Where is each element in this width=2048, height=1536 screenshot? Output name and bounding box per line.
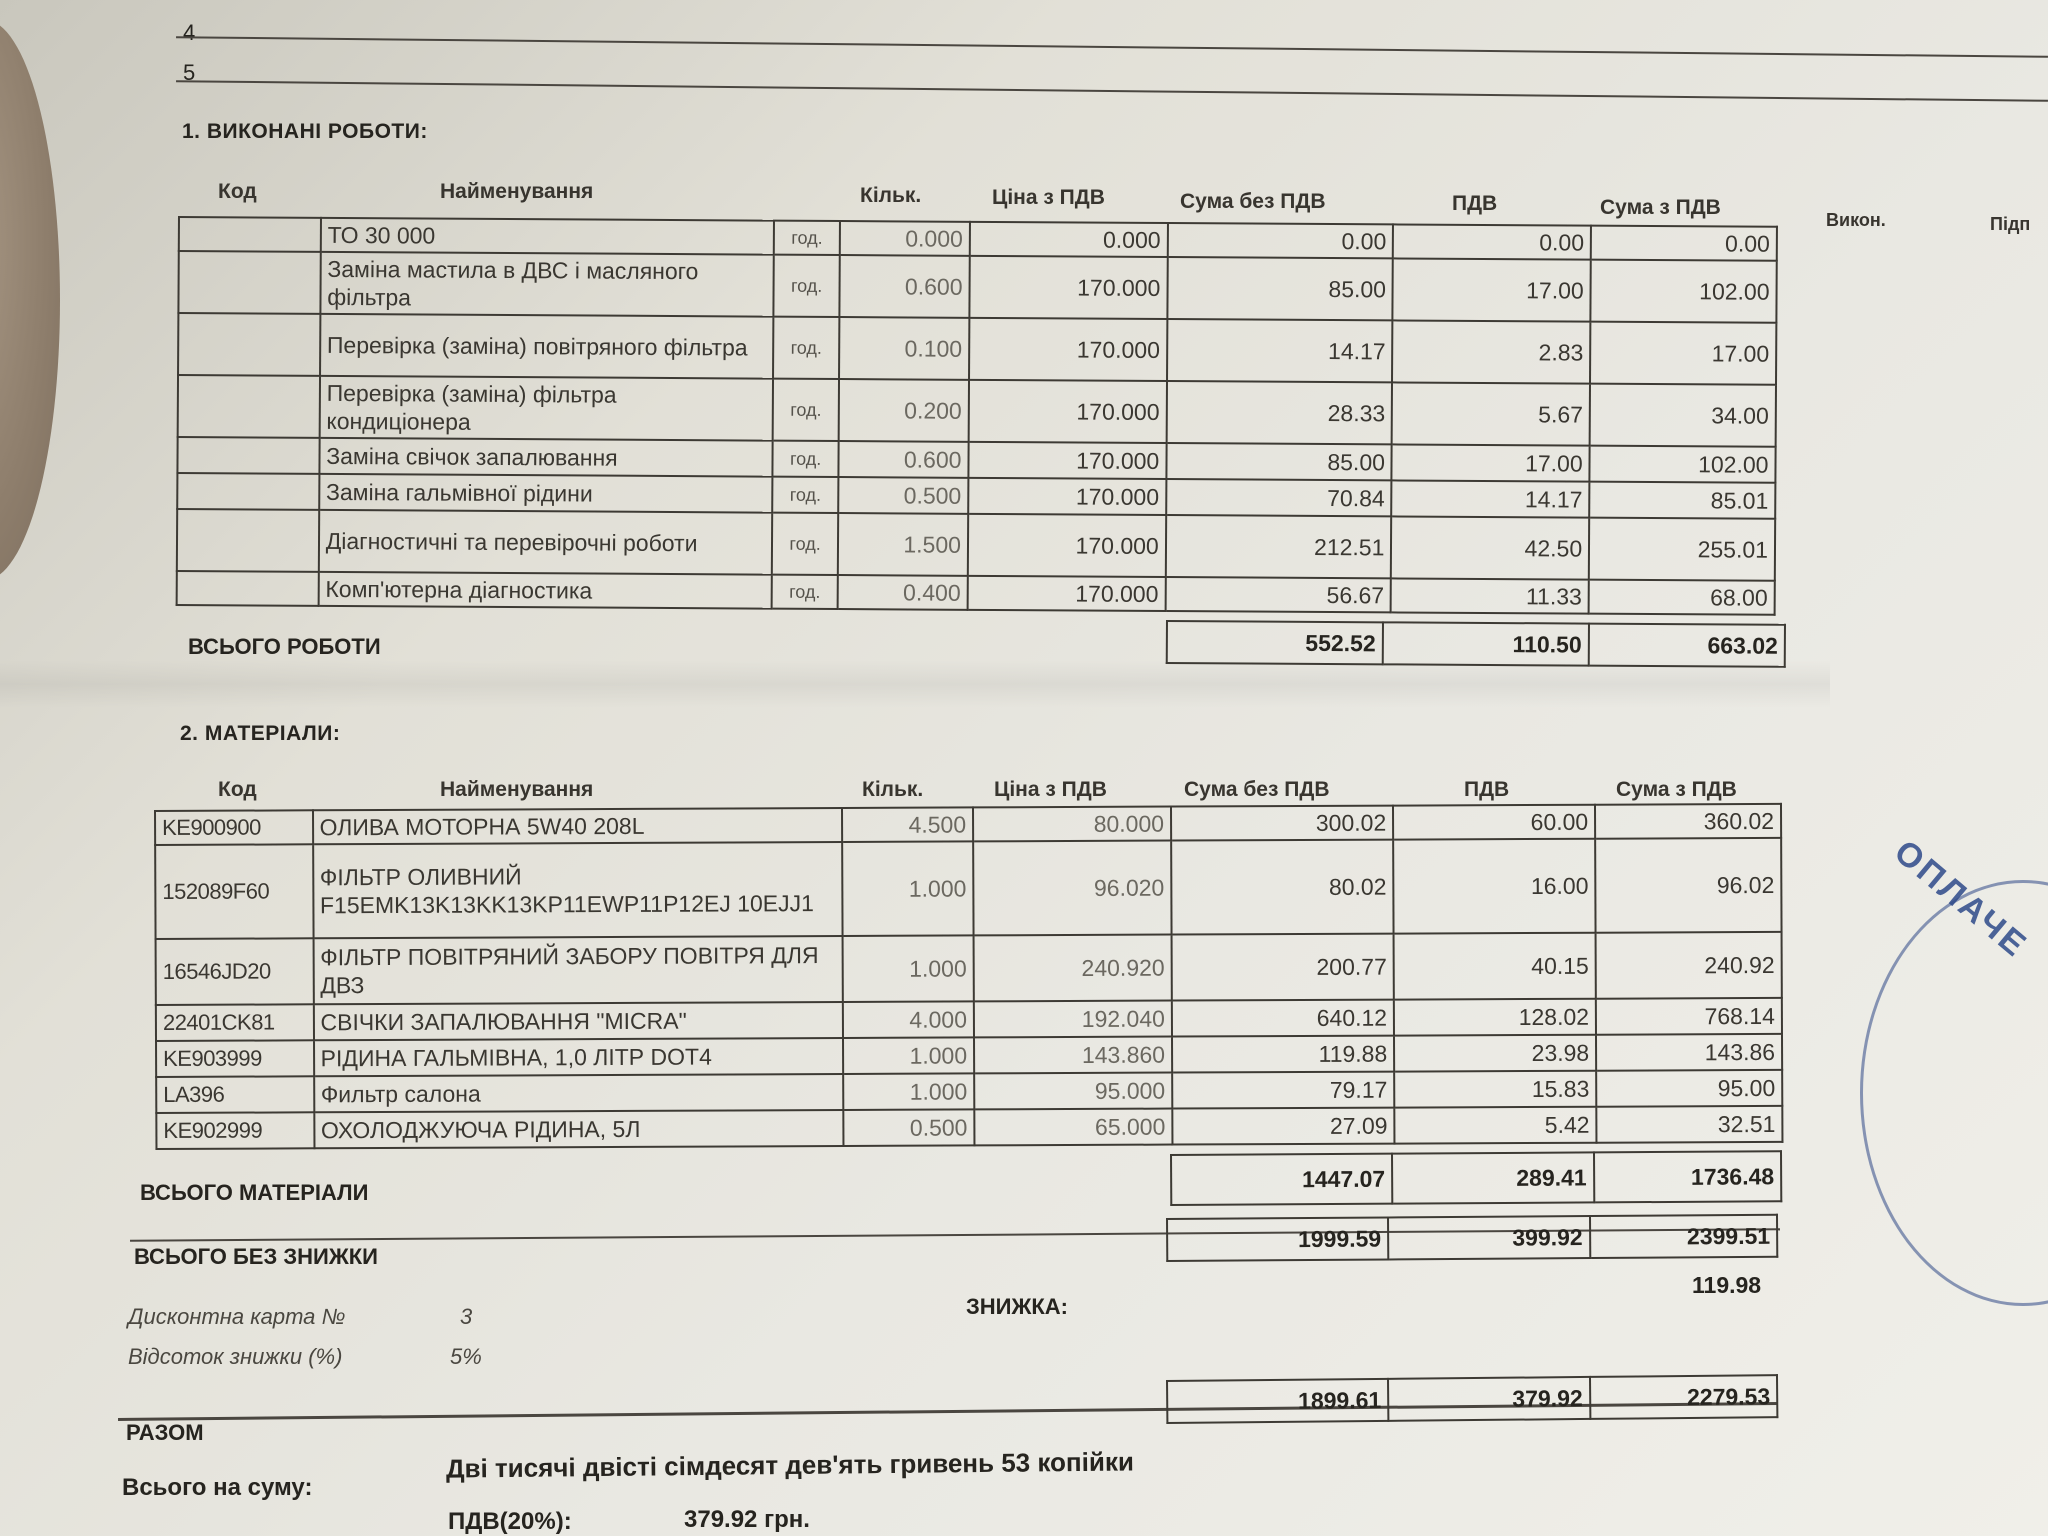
- row-unit: год.: [773, 379, 839, 441]
- materials-header-qty: Кільк.: [862, 778, 924, 801]
- row-unit: год.: [772, 513, 838, 575]
- discount-card-label: Дисконтна карта №: [128, 1304, 346, 1329]
- row-qty: 1.000: [842, 935, 974, 1002]
- materials-total-sum: 1447.07: [1171, 1154, 1392, 1205]
- row-name: ТО 30 000: [321, 218, 775, 255]
- row-qty: 0.200: [839, 379, 969, 442]
- row-code: [178, 375, 320, 438]
- materials-total-label: ВСЬОГО МАТЕРІАЛИ: [140, 1180, 369, 1205]
- row-name: Комп'ютерна діагностика: [318, 572, 772, 609]
- row-code: KE903999: [156, 1040, 314, 1077]
- row-sum-vat: 360.02: [1595, 804, 1781, 839]
- materials-header-price: Ціна з ПДВ: [994, 778, 1107, 801]
- row-qty: 0.500: [843, 1109, 974, 1146]
- row-qty: 0.600: [839, 255, 969, 318]
- row-code: [178, 313, 320, 376]
- row-price: 95.000: [974, 1073, 1172, 1110]
- row-sum-no-vat: 85.00: [1166, 443, 1392, 480]
- row-vat: 16.00: [1393, 839, 1595, 934]
- row-sum-no-vat: 70.84: [1166, 479, 1392, 516]
- no-discount-label: ВСЬОГО БЕЗ ЗНИЖКИ: [134, 1244, 378, 1269]
- materials-header-vat: ПДВ: [1464, 778, 1510, 801]
- row-qty: 0.600: [838, 441, 968, 478]
- table-row: [156, 932, 1782, 1005]
- grand-sum-vat: 2279.53: [1590, 1375, 1778, 1419]
- row-code: [177, 571, 319, 606]
- materials-total-sum-vat: 1736.48: [1594, 1151, 1782, 1202]
- discount-percent-value: 5%: [450, 1344, 482, 1369]
- row-sum-vat: 102.00: [1590, 446, 1776, 483]
- works-total-sum: 552.52: [1167, 621, 1383, 664]
- row-sum-no-vat: 640.12: [1172, 1000, 1394, 1037]
- works-header-exec: Викон.: [1826, 210, 1886, 230]
- row-code: [177, 437, 319, 474]
- row-sum-vat: 68.00: [1589, 580, 1775, 615]
- row-sum-no-vat: 27.09: [1172, 1108, 1394, 1145]
- amount-in-words: Дві тисячі двісті сімдесят дев'ять гривень 53 копійки: [445, 1446, 1135, 1484]
- row-sum-vat: 85.01: [1589, 482, 1775, 519]
- row-name: Заміна гальмівної рідини: [319, 474, 773, 513]
- row-price: 192.040: [974, 1001, 1172, 1038]
- no-discount-sum: 1999.59: [1167, 1217, 1388, 1261]
- materials-header-sum-vat: Сума з ПДВ: [1616, 778, 1737, 801]
- row-price: 65.000: [974, 1109, 1172, 1146]
- row-qty: 4.000: [843, 1001, 974, 1038]
- row-price: 0.000: [970, 222, 1168, 257]
- row-code: [178, 251, 320, 314]
- row-name: Фильтр салона: [314, 1074, 843, 1112]
- row-sum-no-vat: 14.17: [1167, 319, 1393, 382]
- row-qty: 0.500: [838, 477, 968, 514]
- row-vat: 42.50: [1391, 516, 1589, 579]
- row-name: Перевірка (заміна) фільтра кондиціонера: [319, 376, 773, 441]
- row-sum-no-vat: 56.67: [1165, 577, 1391, 612]
- row-vat: 2.83: [1392, 320, 1590, 383]
- row-vat: 14.17: [1392, 480, 1590, 517]
- table-row: [178, 375, 1776, 447]
- row-sum-vat: 102.00: [1591, 260, 1777, 323]
- table-row: [156, 1106, 1782, 1149]
- no-discount-sum-vat: 2399.51: [1590, 1215, 1778, 1258]
- row-vat: 15.83: [1394, 1071, 1596, 1108]
- materials-section-title: 2. МАТЕРІАЛИ:: [180, 722, 341, 745]
- grand-sum: 1899.61: [1167, 1379, 1388, 1423]
- no-discount-totals: [1166, 1214, 1778, 1262]
- table-row: [155, 838, 1781, 939]
- materials-table: [154, 803, 1783, 1150]
- row-sum-no-vat: 212.51: [1166, 515, 1392, 578]
- row-price: 170.000: [969, 318, 1167, 381]
- row-vat: 5.67: [1392, 382, 1590, 445]
- divider-line: [176, 36, 2048, 58]
- works-header-price: Ціна з ПДВ: [992, 186, 1105, 209]
- row-code: KE900900: [155, 810, 313, 845]
- materials-total-vat: 289.41: [1392, 1152, 1594, 1203]
- row-name: СВІЧКИ ЗАПАЛЮВАННЯ "MICRA": [313, 1002, 842, 1040]
- row-name: Заміна свічок запалювання: [319, 438, 773, 477]
- row-qty: 1.500: [838, 513, 968, 576]
- row-price: 96.020: [973, 841, 1171, 936]
- line-number-4: 4: [183, 20, 196, 45]
- row-name: ОХОЛОДЖУЮЧА РІДИНА, 5Л: [314, 1110, 843, 1148]
- row-name: ФІЛЬТР ПОВІТРЯНИЙ ЗАБОРУ ПОВІТРЯ ДЛЯ ДВЗ: [313, 936, 842, 1004]
- row-price: 170.000: [969, 256, 1167, 319]
- row-unit: год.: [772, 477, 838, 513]
- row-name: РІДИНА ГАЛЬМІВНА, 1,0 ЛІТР DOT4: [314, 1038, 843, 1076]
- row-unit: год.: [773, 441, 839, 477]
- row-qty: 0.000: [840, 221, 970, 256]
- row-code: 16546JD20: [156, 938, 314, 1005]
- row-qty: 0.100: [839, 317, 969, 380]
- row-price: 80.000: [973, 807, 1171, 842]
- works-totals: [1166, 620, 1786, 668]
- row-code: 22401CK81: [156, 1004, 314, 1041]
- materials-header-sum-no-vat: Сума без ПДВ: [1184, 778, 1330, 801]
- row-name: Заміна мастила в ДВС і масляного фільтра: [320, 252, 774, 317]
- row-sum-no-vat: 80.02: [1171, 840, 1394, 935]
- row-sum-no-vat: 0.00: [1168, 223, 1394, 258]
- row-unit: год.: [772, 575, 838, 609]
- row-code: 152089F60: [155, 844, 313, 939]
- row-vat: 23.98: [1394, 1035, 1596, 1072]
- row-price: 170.000: [968, 478, 1166, 515]
- row-name: Перевірка (заміна) повітряного фільтра: [320, 314, 774, 379]
- row-price: 170.000: [968, 576, 1166, 611]
- row-qty: 1.000: [842, 841, 974, 936]
- row-price: 170.000: [969, 380, 1167, 443]
- works-header-sign: Підп: [1990, 214, 2031, 234]
- row-unit: год.: [773, 317, 839, 379]
- row-vat: 17.00: [1392, 444, 1590, 481]
- row-name: ФІЛЬТР ОЛИВНИЙ F15EMK13K13KK13KP11EWP11P12EJ 10EJJ1: [313, 842, 843, 938]
- row-sum-vat: 96.02: [1595, 838, 1781, 933]
- row-qty: 1.000: [843, 1037, 974, 1074]
- row-name: Діагностичні та перевірочні роботи: [319, 510, 773, 575]
- row-code: KE902999: [156, 1112, 314, 1149]
- row-sum-vat: 240.92: [1596, 932, 1782, 999]
- grand-total-label: РАЗОМ: [126, 1420, 204, 1445]
- works-total-vat: 110.50: [1383, 622, 1589, 665]
- works-total-sum-vat: 663.02: [1589, 624, 1785, 667]
- works-header-name: Найменування: [440, 180, 594, 203]
- materials-header-name: Найменування: [440, 778, 594, 801]
- row-qty: 0.400: [838, 575, 968, 610]
- row-name: ОЛИВА МОТОРНА 5W40 208L: [313, 808, 842, 844]
- works-header-qty: Кільк.: [860, 184, 922, 207]
- row-sum-vat: 95.00: [1596, 1070, 1782, 1107]
- row-qty: 1.000: [843, 1073, 974, 1110]
- row-unit: год.: [774, 221, 840, 255]
- row-sum-no-vat: 200.77: [1172, 934, 1394, 1001]
- materials-totals: [1170, 1150, 1782, 1206]
- row-sum-vat: 17.00: [1590, 322, 1776, 385]
- row-sum-vat: 768.14: [1596, 998, 1782, 1035]
- row-sum-no-vat: 119.88: [1172, 1036, 1394, 1073]
- row-vat: 0.00: [1393, 224, 1591, 259]
- discount-card-value: 3: [460, 1304, 473, 1329]
- row-vat: 128.02: [1394, 999, 1596, 1036]
- divider-line: [176, 80, 2048, 102]
- works-section-title: 1. ВИКОНАНІ РОБОТИ:: [182, 120, 428, 143]
- no-discount-vat: 399.92: [1388, 1216, 1590, 1259]
- row-sum-vat: 143.86: [1596, 1034, 1782, 1071]
- row-sum-no-vat: 300.02: [1171, 806, 1393, 841]
- row-vat: 40.15: [1394, 933, 1596, 1000]
- vat-words-label: ПДВ(20%):: [448, 1508, 572, 1535]
- row-sum-no-vat: 79.17: [1172, 1072, 1394, 1109]
- works-header-sum-vat: Сума з ПДВ: [1600, 196, 1721, 219]
- finger-thumb: [0, 20, 60, 580]
- row-price: 240.920: [974, 935, 1172, 1002]
- works-header-sum-no-vat: Сума без ПДВ: [1180, 190, 1326, 213]
- vat-words-value: 379.92 грн.: [684, 1506, 810, 1533]
- row-sum-vat: 0.00: [1591, 226, 1777, 261]
- row-vat: 60.00: [1393, 805, 1595, 840]
- row-price: 170.000: [968, 514, 1166, 577]
- table-row: [177, 509, 1775, 581]
- row-vat: 5.42: [1394, 1107, 1596, 1144]
- row-sum-vat: 34.00: [1590, 384, 1776, 447]
- discount-percent-label: Відсоток знижки (%): [128, 1344, 343, 1369]
- row-code: [177, 509, 319, 572]
- materials-header-code: Код: [218, 778, 257, 801]
- works-header-code: Код: [218, 180, 257, 203]
- paper-fold: [0, 660, 1830, 708]
- row-sum-vat: 255.01: [1589, 518, 1775, 581]
- works-table: [176, 216, 1778, 616]
- row-vat: 11.33: [1391, 578, 1589, 613]
- row-code: LA396: [156, 1076, 314, 1113]
- works-header-vat: ПДВ: [1452, 192, 1498, 215]
- row-vat: 17.00: [1393, 258, 1591, 321]
- row-qty: 4.500: [842, 807, 973, 842]
- line-number-5: 5: [183, 60, 196, 85]
- row-code: [179, 217, 321, 252]
- works-total-label: ВСЬОГО РОБОТИ: [188, 634, 381, 659]
- words-label: Всього на суму:: [122, 1474, 313, 1501]
- grand-vat: 379.92: [1388, 1377, 1590, 1421]
- row-code: [177, 473, 319, 510]
- table-row: [178, 313, 1776, 385]
- paid-stamp-text: ОПЛАЧЕ: [1886, 832, 2035, 966]
- row-sum-no-vat: 85.00: [1167, 257, 1393, 320]
- row-unit: год.: [774, 255, 840, 317]
- discount-amount: 119.98: [1692, 1272, 1762, 1298]
- row-price: 170.000: [968, 442, 1166, 479]
- grand-totals: [1166, 1374, 1778, 1424]
- row-price: 143.860: [974, 1037, 1172, 1074]
- discount-label: ЗНИЖКА:: [966, 1294, 1069, 1319]
- table-row: [178, 251, 1776, 323]
- row-sum-vat: 32.51: [1596, 1106, 1782, 1143]
- row-sum-no-vat: 28.33: [1166, 381, 1392, 444]
